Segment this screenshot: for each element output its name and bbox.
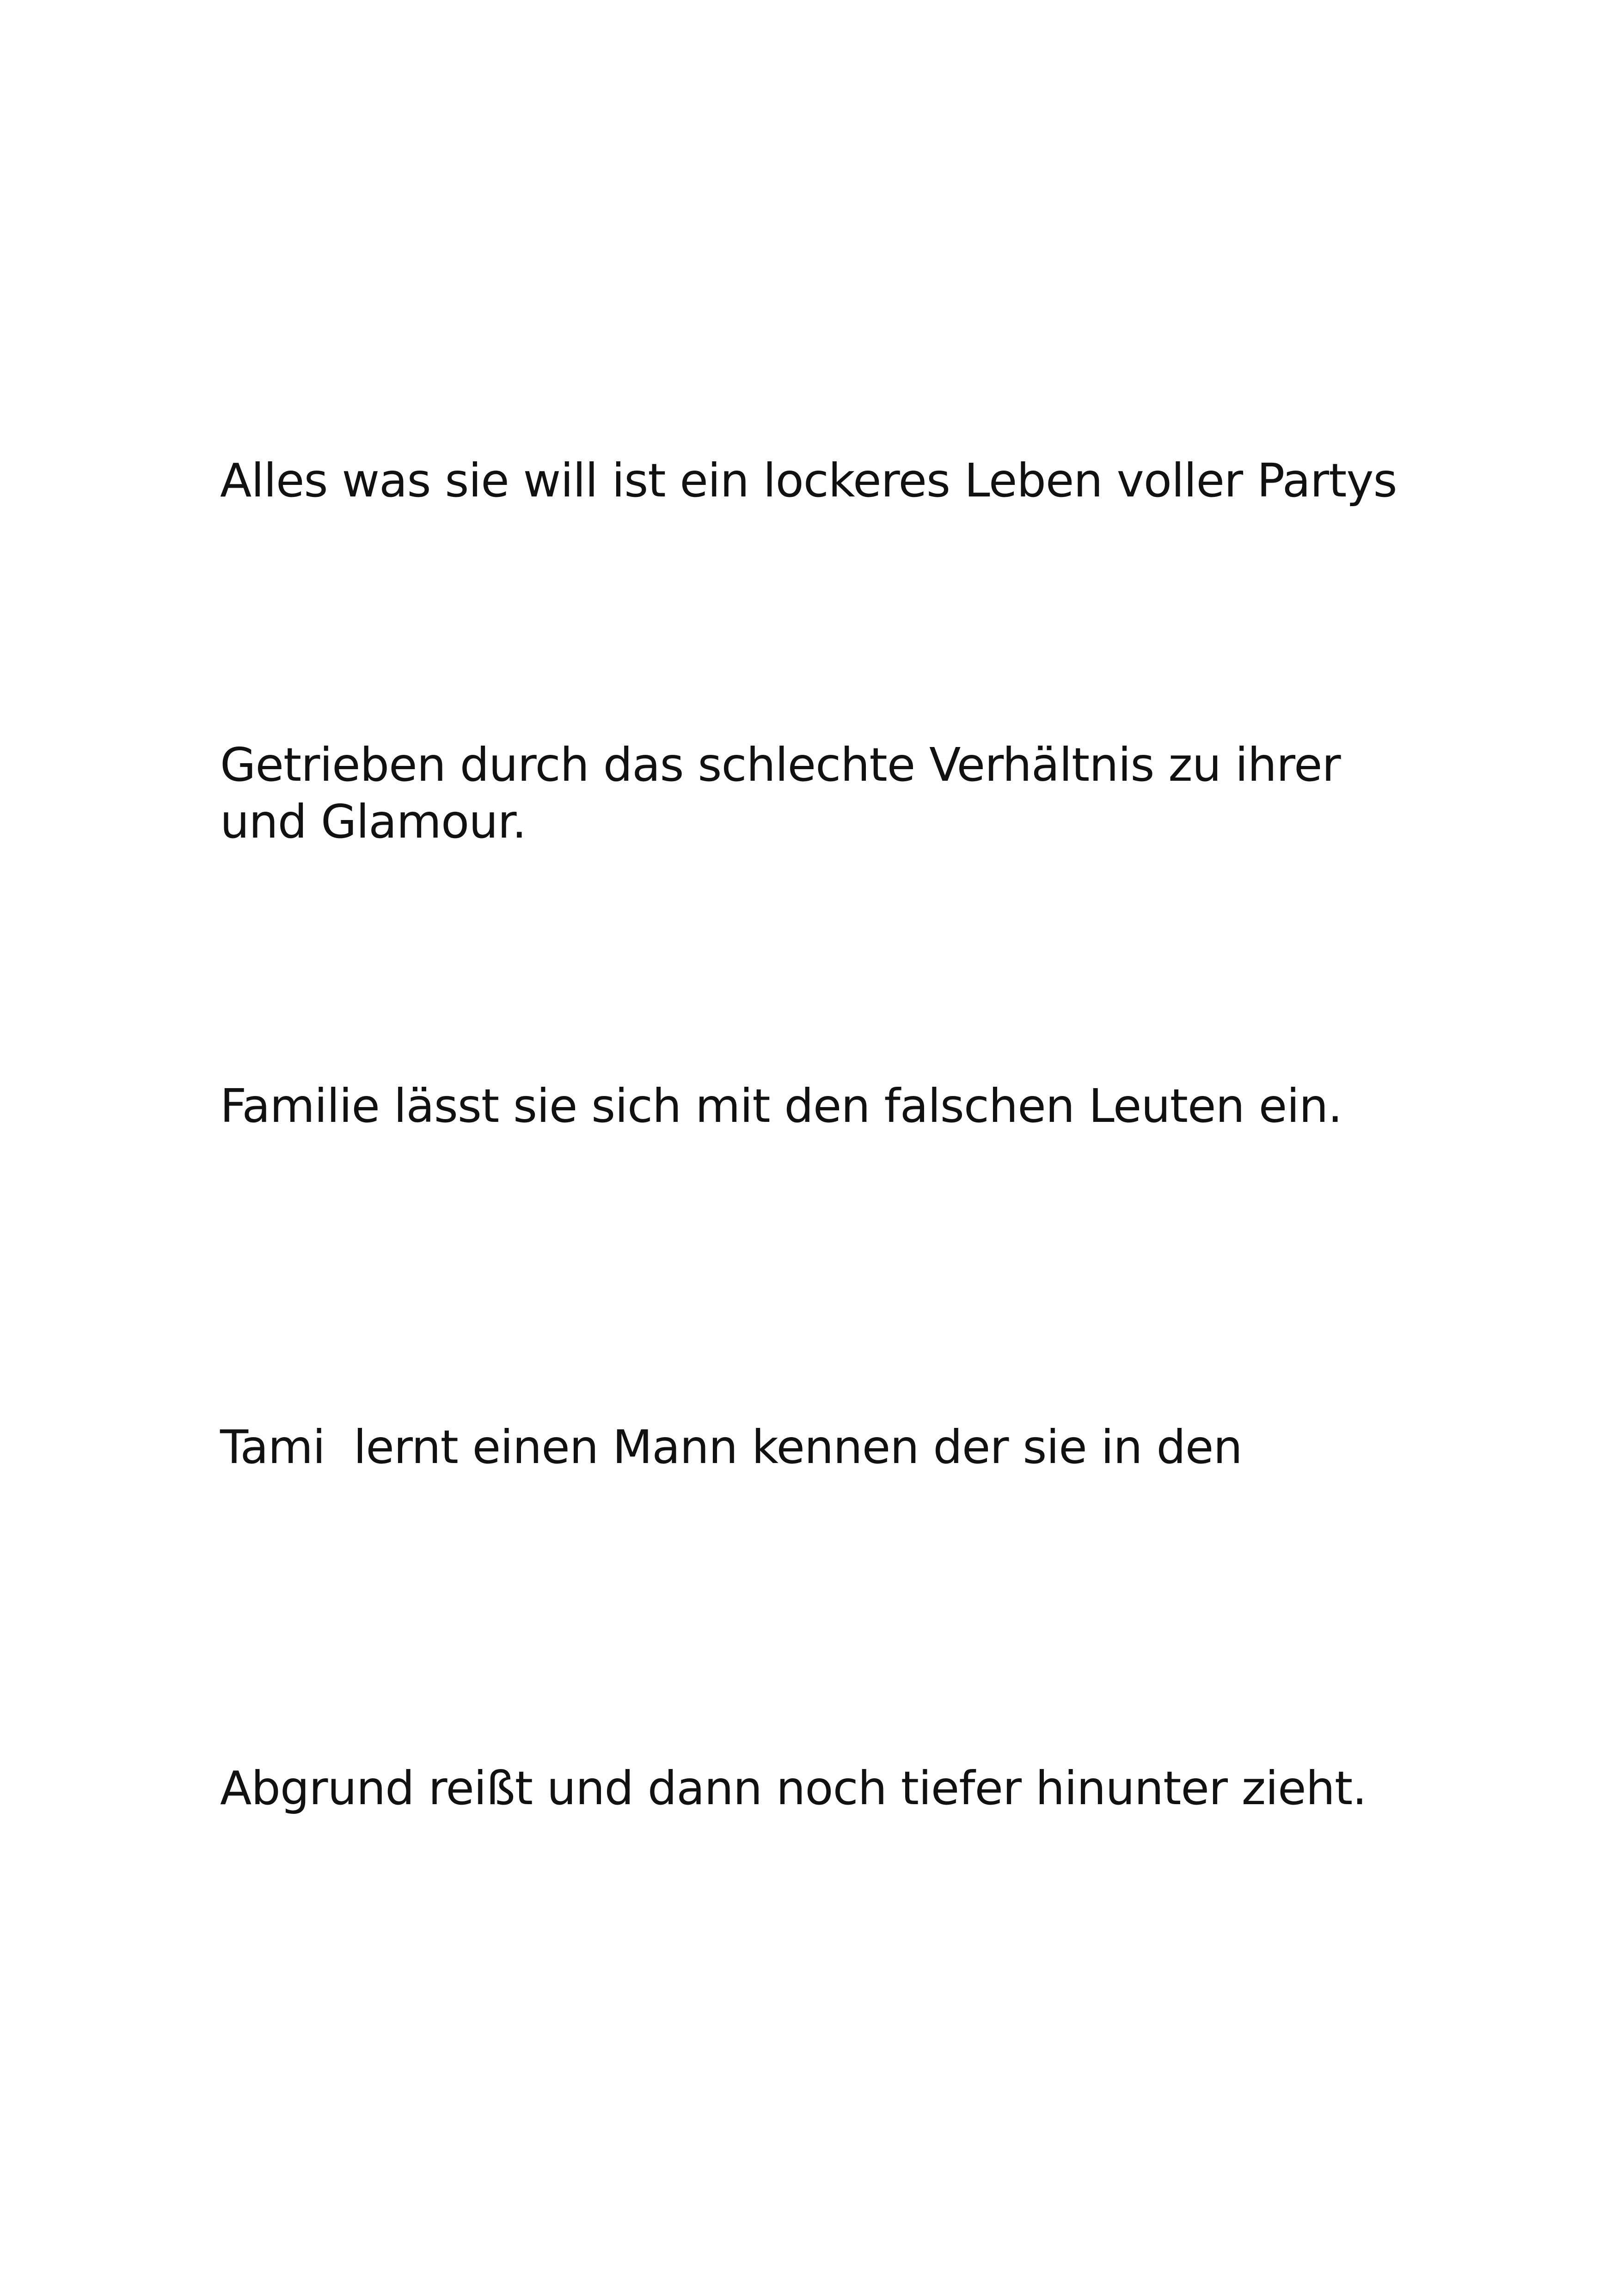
paragraph-2-line-4: Abgrund reißt und dann noch tiefer hinunter zieht. xyxy=(220,1761,1367,1815)
paragraph-1-line-1: Alles was sie will ist ein lockeres Leben voller Partys xyxy=(220,453,1397,508)
paragraph-2-line-1: Getrieben durch das schlechte Verhältnis zu ihrer xyxy=(220,738,1341,792)
paragraph-2 xyxy=(220,481,1468,2073)
paragraph-2-line-2: Familie lässt sie sich mit den falschen Leuten ein. xyxy=(220,1079,1342,1133)
paragraph-1-line-2: und Glamour. xyxy=(220,795,527,849)
paragraph-2-line-3: Tami lernt einen Mann kennen der sie in den xyxy=(220,1420,1242,1474)
